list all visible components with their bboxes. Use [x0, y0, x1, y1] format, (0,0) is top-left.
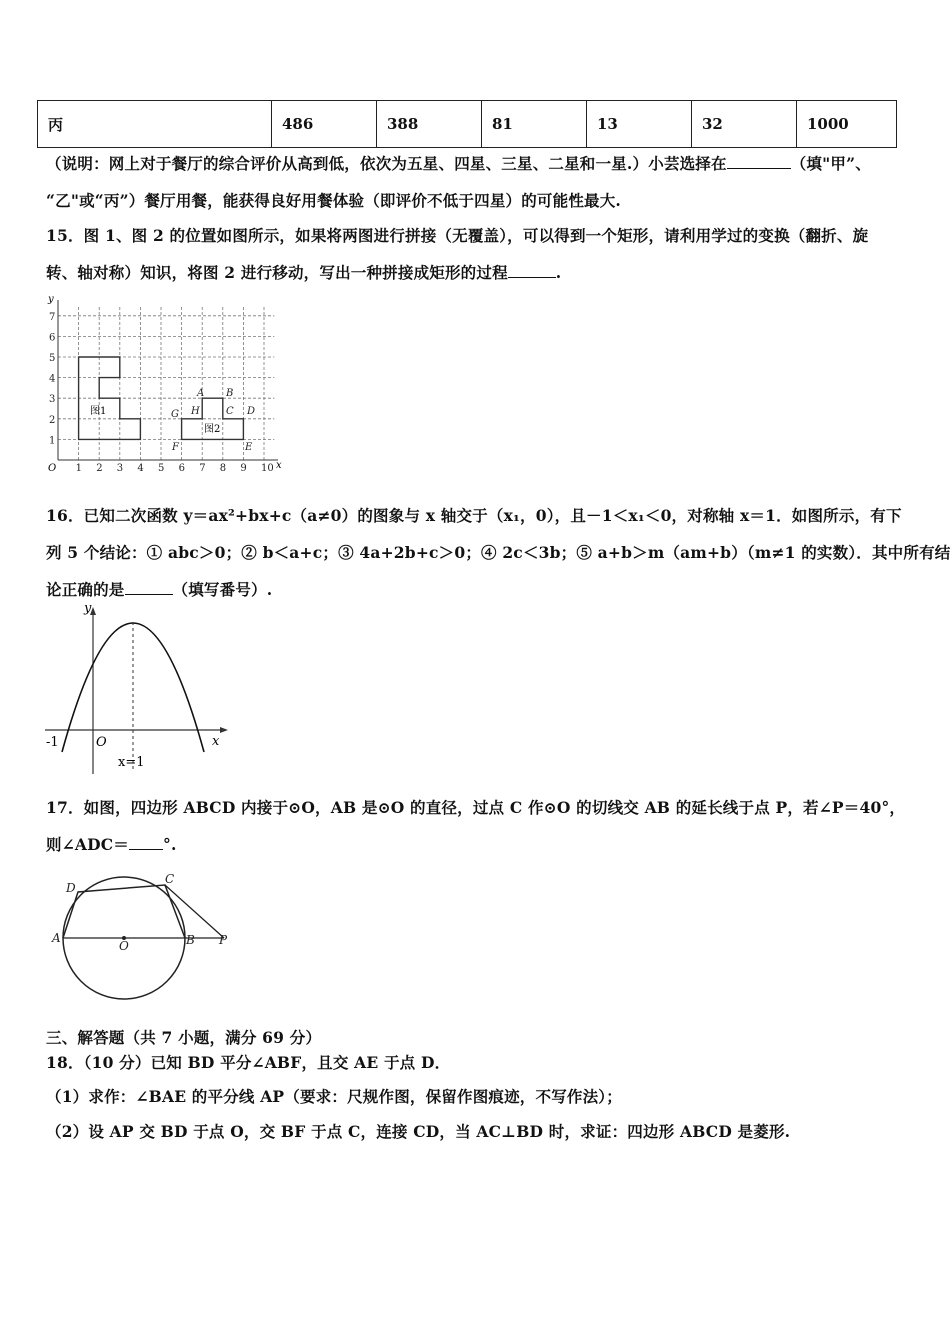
- figure-17-circle: [46, 868, 241, 1003]
- x-axis-label: x: [212, 734, 220, 749]
- table-cell: 1000: [797, 101, 897, 148]
- tangent-cp: [165, 885, 224, 938]
- x-tick-label: 6: [178, 463, 185, 474]
- q16-line-3: [46, 578, 272, 600]
- point-label: C: [226, 406, 234, 417]
- x-tick-label: 9: [240, 463, 247, 474]
- q16-text: 论正确的是: [46, 580, 125, 599]
- point-label: H: [191, 406, 200, 417]
- q17-line-1: 17．如图，四边形 ABCD 内接于⊙O，AB 是⊙O 的直径，过点 C 作⊙O 的切线交 AB 的延长线于点 P，若∠P＝40°，: [46, 798, 906, 817]
- x-arrow: [220, 727, 228, 733]
- point-label: P: [219, 933, 228, 947]
- x-tick-label: 4: [137, 463, 144, 474]
- table-cell: 13: [587, 101, 692, 148]
- shape-figure-1: [79, 357, 141, 439]
- x-tick-label: 5: [158, 463, 165, 474]
- x-axis-label: x: [276, 460, 282, 471]
- neg-one-label: -1: [46, 735, 59, 750]
- y-axis-label: y: [84, 604, 92, 616]
- note-text-tail: （填"甲”、: [790, 154, 871, 173]
- point-label: D: [66, 881, 76, 895]
- answer-blank: [508, 277, 556, 278]
- x-tick-label: 8: [219, 463, 227, 474]
- figure-16-parabola: [40, 604, 235, 779]
- point-label: B: [226, 388, 234, 399]
- q18-line-2: （1）求作：∠BAE 的平分线 AP（要求：尺规作图，保留作图痕迹，不写作法）；: [46, 1087, 622, 1106]
- shape-2-label: 图2: [204, 424, 221, 435]
- origin-label: O: [96, 735, 107, 750]
- x-tick-label: 2: [96, 463, 103, 474]
- y-axis-label: y: [48, 294, 54, 305]
- point-label: C: [165, 872, 175, 886]
- q16-line-2: 列 5 个结论：① abc＞0；② b＜a+c；③ 4a+2b+c＞0；④ 2c＜3b；⑤ a+b＞m（am+b）（m≠1 的实数）．其中所有结: [46, 543, 950, 562]
- symmetry-axis-label: x=1: [118, 755, 145, 770]
- origin-label: O: [48, 463, 57, 474]
- note-line-1: [46, 152, 871, 174]
- q15-text: 转、轴对称）知识，将图 2 进行移动，写出一种拼接成矩形的过程: [46, 263, 508, 282]
- table-cell: 486: [272, 101, 377, 148]
- y-tick-label: 1: [49, 435, 56, 447]
- q18-line-3: （2）设 AP 交 BD 于点 O，交 BF 于点 C，连接 CD，当 AC⊥BD 时，求证：四边形 ABCD 是菱形.: [46, 1122, 791, 1141]
- note-text: （说明：网上对于餐厅的综合评价从高到低，依次为五星、四星、三星、二星和一星.）小芸选择在: [46, 154, 727, 173]
- quadrilateral-abcd: [63, 885, 185, 938]
- point-label: F: [172, 442, 179, 453]
- rating-table: [37, 100, 897, 148]
- point-label: D: [247, 406, 256, 417]
- y-tick-label: 6: [49, 332, 56, 344]
- q15-line-2: [46, 261, 561, 283]
- shape-1-label: 图1: [90, 406, 107, 417]
- point-label: G: [171, 409, 179, 420]
- y-tick-label: 5: [49, 353, 56, 364]
- section-heading: 三、解答题（共 7 小题，满分 69 分）: [46, 1028, 322, 1047]
- q17-text-tail: °.: [163, 835, 177, 854]
- q16-text-tail: （填写番号）.: [172, 580, 273, 599]
- q17-text: 则∠ADC＝: [46, 835, 129, 854]
- table-cell: 81: [482, 101, 587, 148]
- x-tick-label: 7: [199, 463, 206, 474]
- point-label: A: [197, 388, 205, 399]
- q15-text-tail: .: [555, 263, 562, 282]
- table-cell: 32: [692, 101, 797, 148]
- point-label: E: [245, 442, 253, 453]
- x-tick-label: 10: [261, 463, 274, 474]
- y-tick-label: 4: [49, 373, 56, 385]
- answer-blank: [125, 594, 173, 595]
- q16-line-1: 16．已知二次函数 y＝ax²+bx+c（a≠0）的图象与 x 轴交于（x₁，0），且－1＜x₁＜0，对称轴 x＝1．如图所示，有下: [46, 506, 902, 525]
- y-tick-label: 2: [49, 414, 56, 426]
- x-tick-label: 1: [75, 463, 82, 474]
- table-cell: 388: [377, 101, 482, 148]
- q17-line-2: [46, 833, 177, 855]
- figure-15-grid: [40, 290, 290, 480]
- point-label: B: [186, 933, 195, 947]
- table-cell: 丙: [38, 101, 272, 148]
- point-label: O: [119, 939, 129, 953]
- y-tick-label: 7: [49, 311, 56, 323]
- y-tick-label: 3: [49, 394, 56, 406]
- q15-line-1: 15．图 1、图 2 的位置如图所示，如果将两图进行拼接（无覆盖），可以得到一个矩形，请利用学过的变换（翻折、旋: [46, 226, 869, 245]
- q18-line-1: 18．（10 分）已知 BD 平分∠ABF，且交 AE 于点 D．: [46, 1053, 451, 1072]
- note-line-2: “乙"或“丙”）餐厅用餐，能获得良好用餐体验（即评价不低于四星）的可能性最大.: [46, 191, 622, 210]
- point-label: A: [52, 931, 61, 945]
- answer-blank: [727, 168, 791, 169]
- x-tick-label: 3: [116, 463, 124, 474]
- answer-blank: [129, 849, 163, 850]
- table-row: [38, 101, 897, 148]
